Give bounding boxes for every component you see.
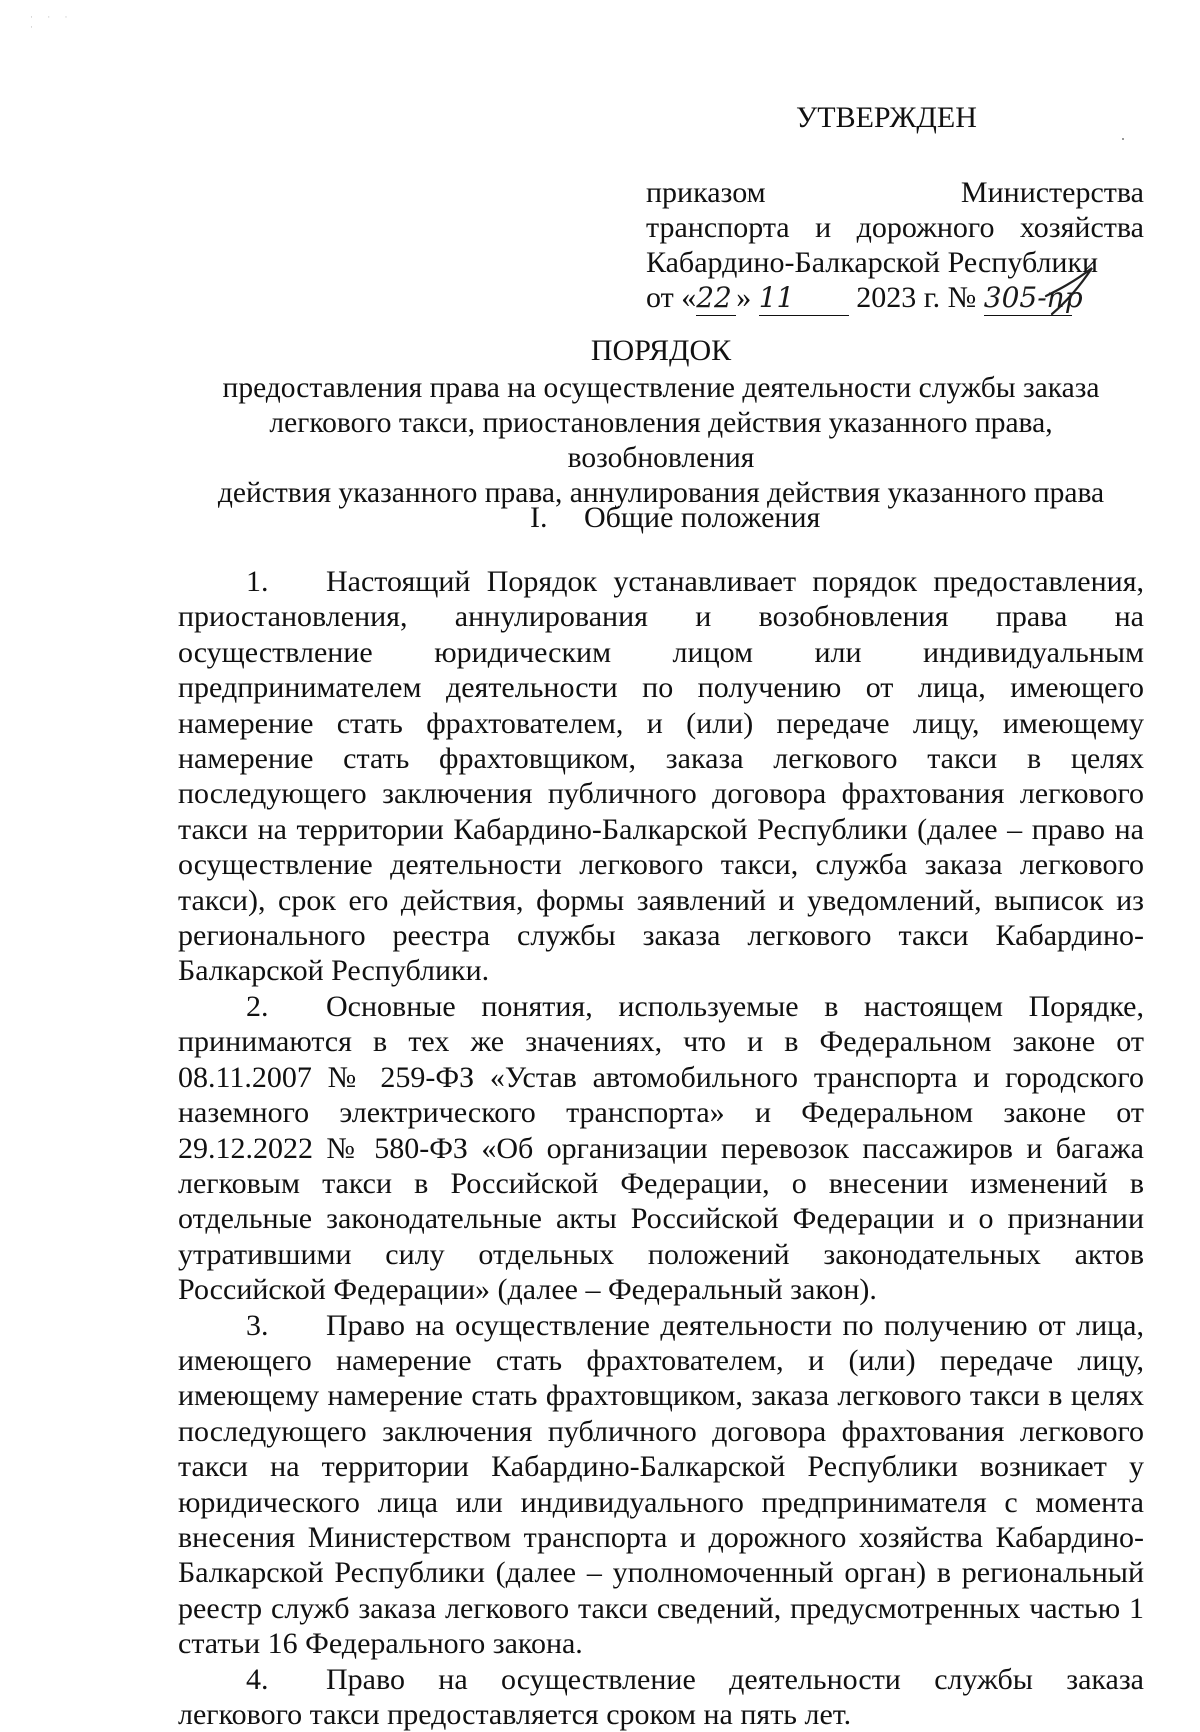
paragraph-text: Настоящий Порядок устанавливает порядок предоставления, приостановления, аннулирования и возобновления права на осуществление юридическим лицом или индивидуальным предпринимателем деятельности по получению от лица, имеющего намерение стать фрахтователем, и (или) передаче лицу, имеющему намерение стать фрахтовщиком, заказа легкового такси в целях последующего заключения публичного договора фрахтования легкового такси на территории Кабардино-Балкарской Республики (далее – право на осуществление деятельности легкового такси, служба заказа легкового такси), срок его действия, формы заявлений и уведомлений, выписок из регионального реестра службы заказа легкового такси Кабардино-Балкарской Республики. <box>178 565 1144 988</box>
paragraph-text: Право на осуществление деятельности по получению от лица, имеющего намерение стать фрахтователем, и (или) передаче лицу, имеющему намерение стать фрахтовщиком, заказа легкового такси в целях последующего заключения публичного договора фрахтования легкового такси на территории Кабардино-Балкарской Республики возникает у юридического лица или индивидуального предпринимателя с момента внесения Министерством транспорта и дорожного хозяйства Кабардино-Балкарской Республики (далее – уполномоченный орган) в региональный реестр служб заказа легкового такси сведений, предусмотренных частью 1 статьи 16 Федерального закона. <box>178 1308 1144 1661</box>
paragraph-number: 2. <box>246 989 269 1023</box>
paragraph-text: Право на осуществление деятельности службы заказа легкового такси предоставляется сроком на пять лет. <box>178 1662 1144 1731</box>
date-day: 22 <box>696 280 736 316</box>
date-mid: » <box>736 281 752 314</box>
paragraph-number: 1. <box>246 565 269 598</box>
paragraph <box>178 989 1144 1308</box>
section-number: I. <box>530 501 548 534</box>
signature-stroke-icon <box>1040 260 1110 320</box>
scan-artifact: · · · · <box>30 12 74 32</box>
paragraph-number: 4. <box>246 1662 269 1696</box>
order-number: 305-пр <box>983 281 1083 314</box>
section-title: Общие положения <box>584 501 821 534</box>
document-subtitle-line-1: предоставления права на осуществление деятельности службы заказа <box>222 372 1100 404</box>
body-text <box>178 564 1144 1732</box>
paragraph-number: 3. <box>246 1308 269 1342</box>
approved-label: УТВЕРЖДЕН <box>796 101 977 134</box>
title-block <box>178 333 1144 511</box>
document-title: ПОРЯДОК <box>590 334 732 367</box>
paragraph <box>178 564 1144 989</box>
approval-ministry: Министерства <box>960 176 1144 209</box>
paragraph <box>178 1308 1144 1662</box>
document-subtitle-line-2: легкового такси, приостановления действия указанного права, возобновления <box>269 407 1053 474</box>
approval-by-order: приказом <box>646 176 766 209</box>
approval-line-1 <box>646 175 1144 210</box>
approval-line-2: транспорта и дорожного хозяйства <box>646 211 1144 244</box>
document-subtitle-line-3: действия указанного права, аннулирования действия указанного права <box>217 477 1105 509</box>
approval-line-3: Кабардино-Балкарской Республики <box>646 246 1099 279</box>
date-month: 11 <box>759 280 849 316</box>
date-year: 2023 г. № <box>856 281 977 314</box>
date-prefix: от « <box>646 281 697 314</box>
paragraph-text: Основные понятия, используемые в настоящем Порядке, принимаются в тех же значениях, что и в Федеральном законе от 08.11.2007 № 259-ФЗ «Устав автомобильного транспорта и городского наземного электрического транспорта» и Федеральном законе от 29.12.2022 № 580-ФЗ «Об организации перевозок пассажиров и багажа легковым такси в Российской Федерации, о внесении изменений в отдельные законодательные акты Российской Федерации и о признании утратившими силу отдельных положений законодательных актов Российской Федерации» (далее – Федеральный закон). <box>178 989 1144 1307</box>
